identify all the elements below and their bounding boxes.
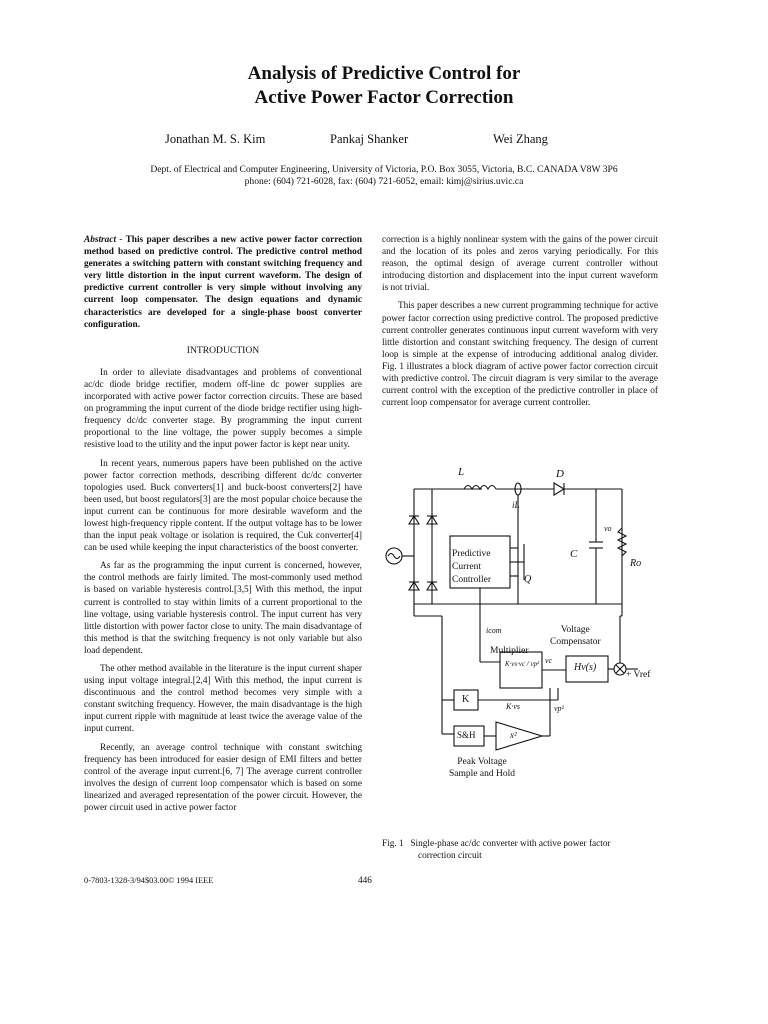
label-hv: Hv(s) xyxy=(574,662,597,673)
author-1: Jonathan M. S. Kim xyxy=(165,132,266,146)
intro-paragraph-2: In recent years, numerous papers have been published on the active power factor correction methods, describing different dc/dc converter topologies used. Buck converters[1] and buck-boost converters[2] have been used, but boost regulators[3] are the most popular choice because the input current can be continuous for more desirable waveform and the lowest high-frequency ripple content. If the output voltage has to be lower than the input peak voltage or isolation is required, the Cuk converter[4] can be used while keeping the input characteristics of the boost converter. xyxy=(84,458,362,554)
ac-wave-icon xyxy=(388,554,400,559)
section-heading-introduction: INTRODUCTION xyxy=(186,344,260,356)
label-k: K xyxy=(462,694,470,705)
left-column xyxy=(84,234,362,820)
voltage-comp-label-1: Voltage xyxy=(560,625,590,635)
peak-label-1: Peak Voltage xyxy=(457,757,507,767)
author-3: Wei Zhang xyxy=(493,132,548,146)
circuit-svg xyxy=(382,466,672,796)
label-resistor: Ro xyxy=(630,558,642,569)
multiplier-formula: K·vs·vc / vp² xyxy=(504,660,540,668)
abstract xyxy=(84,234,362,331)
label-inductor: L xyxy=(458,466,465,478)
squarer-box xyxy=(496,722,542,750)
multiplier-box xyxy=(500,652,542,688)
title-line-1: Analysis of Predictive Control for xyxy=(247,63,521,84)
caption-text-2: correction circuit xyxy=(418,851,482,861)
voltage-compensator-label xyxy=(550,624,601,648)
peak-voltage-label xyxy=(442,756,522,780)
label-multiplier: Multiplier xyxy=(490,646,529,656)
controller-label-2: Current xyxy=(452,562,482,572)
intro-paragraph-3: As far as the programming the input current is concerned, however, the control methods are fairly limited. The most-commonly used method is based on variable hysteresis control.[3,5] With this method, the input current is controlled to stay within limits of a current proportional to the line voltage, using variable hysteresis control. The input current has very little distortion with power factor close to unity. The main disadvantage of this method is that the switching frequency is not only variable but also load dependent. xyxy=(84,561,362,656)
affiliation-line-1: Dept. of Electrical and Computer Engineering, University of Victoria, P.O. Box 3055, Victoria, B.C. CANADA V8W 3P6 xyxy=(150,164,618,175)
intro-paragraph-1: In order to alleviate disadvantages and problems of conventional ac/dc diode bridge rectifier, modern off-line dc power supplies are incorporated with active power factor correction circuits. These are based on programming the input current of the diode bridge rectifier using high-frequency dc/dc converter stage. By programming the input current proportional to the line voltage, the power supply becomes a simple resistive load to the utility and the input power factor is kept near unity. xyxy=(84,367,362,451)
controller-label-1: Predictive xyxy=(452,549,491,559)
voltage-comp-label-2: Compensator xyxy=(550,637,601,647)
paper-title xyxy=(0,62,768,110)
label-vc: vc xyxy=(545,656,553,665)
intro-paragraph-5: Recently, an average control technique with constant switching frequency has been introduced for easier design of EMI filters and better control of the average input current.[6, 7] The average current controller involves the design of current loop compensator which is based on some linearized and averaged representation of the power circuit. However, the power circuit used in active power factor xyxy=(84,742,362,814)
label-il: iL xyxy=(512,500,520,510)
abstract-lead: Abstract - xyxy=(84,235,123,245)
label-vo: vo xyxy=(604,524,612,533)
caption-text-1: Single-phase ac/dc converter with active power factor xyxy=(410,839,611,849)
label-sh: S&H xyxy=(457,730,476,740)
label-vp2: vp² xyxy=(554,704,564,713)
label-kvs: K·vs xyxy=(506,702,520,711)
controller-label xyxy=(452,548,491,587)
diode-d-icon xyxy=(554,483,564,495)
label-icom: icom xyxy=(486,626,502,635)
abstract-text: This paper describes a new active power factor correction method based on predictive control. The predictive control method generates a switching pattern with constant switching frequency and very little distortion in the input current waveform. The design of predictive current controller is very simple without involving any current loop compensator. The design equations and dynamic characteristics are developed for a single-phase boost converter configuration. xyxy=(84,235,362,330)
right-paragraph-2: This paper describes a new current programming technique for active power factor correction using predictive control. The proposed predictive current controller generates continuous input current waveform with very little distortion and constant switching frequency. The design of current loop is simple at the expense of introducing additional analog divider. Fig. 1 illustrates a block diagram of active power factor correction circuit with predictive control. The circuit diagram is very similar to the average current control with the exception of the predictive controller in place of current loop compensator for average current controller. xyxy=(382,301,658,409)
label-diode: D xyxy=(556,468,564,480)
peak-label-2: Sample and Hold xyxy=(449,769,515,779)
label-x2: x² xyxy=(510,730,517,740)
intro-paragraph-4: The other method available in the literature is the input current shaper using input voltage integral.[2,4] With this method, the input current is discontinuous and the control method becomes very simple with a constant switching frequency. However, the main disadvantage is the high input current ripple with magnitude at least twice the average value of the input current. xyxy=(84,664,362,735)
affiliation-line-2: phone: (604) 721-6028, fax: (604) 721-6052, email: kimj@sirius.uvic.ca xyxy=(244,176,524,187)
figure-caption xyxy=(382,838,662,862)
right-column xyxy=(382,234,658,415)
page-number: 446 xyxy=(358,876,372,886)
label-switch-q: Q xyxy=(524,574,532,585)
figure-1-circuit-diagram xyxy=(382,466,672,801)
right-paragraph-1: correction is a highly nonlinear system with the gains of the power circuit and the location of its poles and zeros varying periodically. For this reason, the optimal design of average current controller without introducing distortion and displacement into the input current waveform is not trivial. xyxy=(382,235,658,294)
caption-label: Fig. 1 xyxy=(382,839,404,849)
controller-label-3: Controller xyxy=(452,575,492,585)
affiliation xyxy=(0,164,768,188)
title-line-2: Active Power Factor Correction xyxy=(254,87,514,108)
label-capacitor: C xyxy=(570,548,578,560)
author-2: Pankaj Shanker xyxy=(330,132,409,146)
footer-copyright: 0-7803-1328-3/94$03.00© 1994 IEEE xyxy=(84,876,214,885)
label-vref: + Vref xyxy=(626,670,651,680)
